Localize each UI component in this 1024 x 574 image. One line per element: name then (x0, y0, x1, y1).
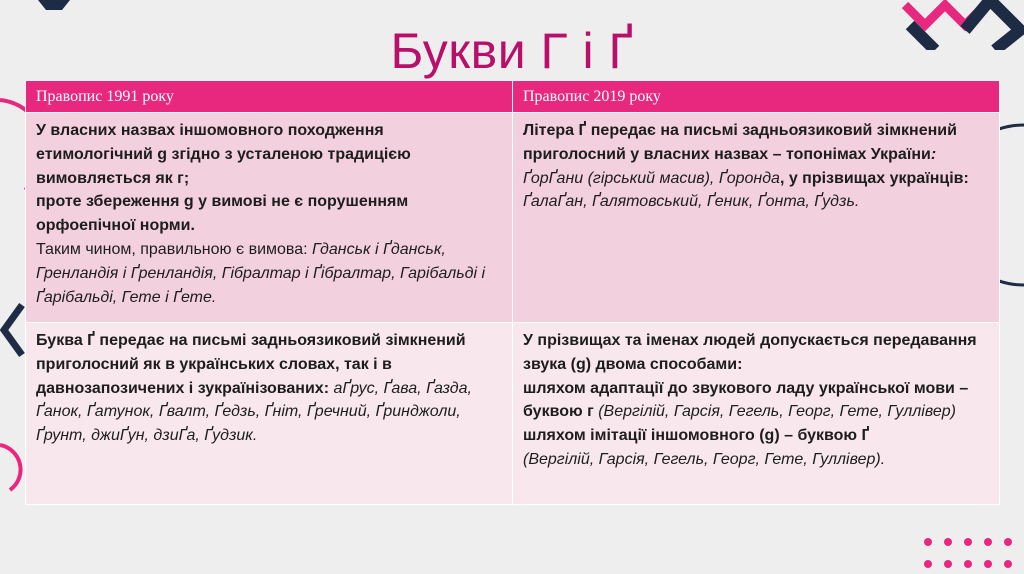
rule-text: Літера Ґ передає на письмі задньоязиковий зімкнений приголосний у власних назвах – топонімах України (523, 122, 957, 163)
decor-left-chevron (0, 300, 28, 360)
page-title: Букви Г і Ґ (390, 23, 634, 79)
column-header-2019: Правопис 2019 року (513, 81, 1000, 113)
examples-text: ҐорҐани (гірський масив), Ґоронда (523, 169, 780, 187)
table-row (26, 323, 1000, 505)
rule-text: У власних назвах іншомовного походження етимологічний g згідно з усталеною традицією вимовляється як г; (36, 122, 411, 187)
cell-1991-row2 (26, 323, 513, 505)
rule-text: шляхом імітації іншомовного (g) – буквою Ґ (523, 427, 870, 445)
examples-text: (Вергілій, Гарсія, Гегель, Георг, Гете, Гуллівер) (598, 403, 956, 421)
rule-text: проте збереження g у вимові не є порушенням орфоепічної норми. (36, 193, 409, 235)
punctuation: : (963, 169, 969, 187)
punctuation: : (930, 145, 937, 163)
table-header-row (26, 81, 1000, 113)
rule-text: У прізвищах та іменах людей допускається передавання звука (g) двома способами: (523, 332, 977, 373)
examples-text: аҐрус, Ґава, Ґазда, Ґанок, Ґатунок, Ґвалт, Ґедзь, Ґніт, Ґречний, Ґринджоли, Ґрунт, джиҐун, дзиҐа, Ґудзик. (36, 379, 472, 445)
column-header-1991: Правопис 1991 року (26, 81, 513, 113)
rule-text: , у прізвищах українців (779, 169, 964, 187)
table-row (26, 113, 1000, 323)
rule-text: шляхом адаптації до звукового ладу української мови – буквою г (523, 379, 969, 421)
examples-text: Гданськ і Ґданськ, Гренландія і Ґренландія, Гібралтар і Ґібралтар, Гарібальді і Ґарібальді, Гете і Ґете. (36, 240, 486, 306)
examples-text: (Вергілій, Гарсія, Гегель, Георг, Гете, Гуллівер). (523, 450, 886, 468)
cell-1991-row1 (26, 113, 513, 323)
cell-2019-row1 (513, 113, 1000, 323)
examples-text: ҐалаҐан, Ґалятовський, Ґеник, Ґонта, Ґудзь. (523, 193, 860, 211)
decor-right-ring (999, 120, 1024, 290)
decor-bottom-right-dots (920, 528, 1024, 574)
rule-text: Буква Ґ передає на письмі задньоязиковий зімкнений приголосний як в українських словах, так і в давнозапозичених і зукраїнізованих: (36, 332, 466, 397)
cell-2019-row2 (513, 323, 1000, 505)
comparison-table (25, 80, 1000, 505)
note-text: Таким чином, правильною є вимова: (36, 240, 313, 258)
